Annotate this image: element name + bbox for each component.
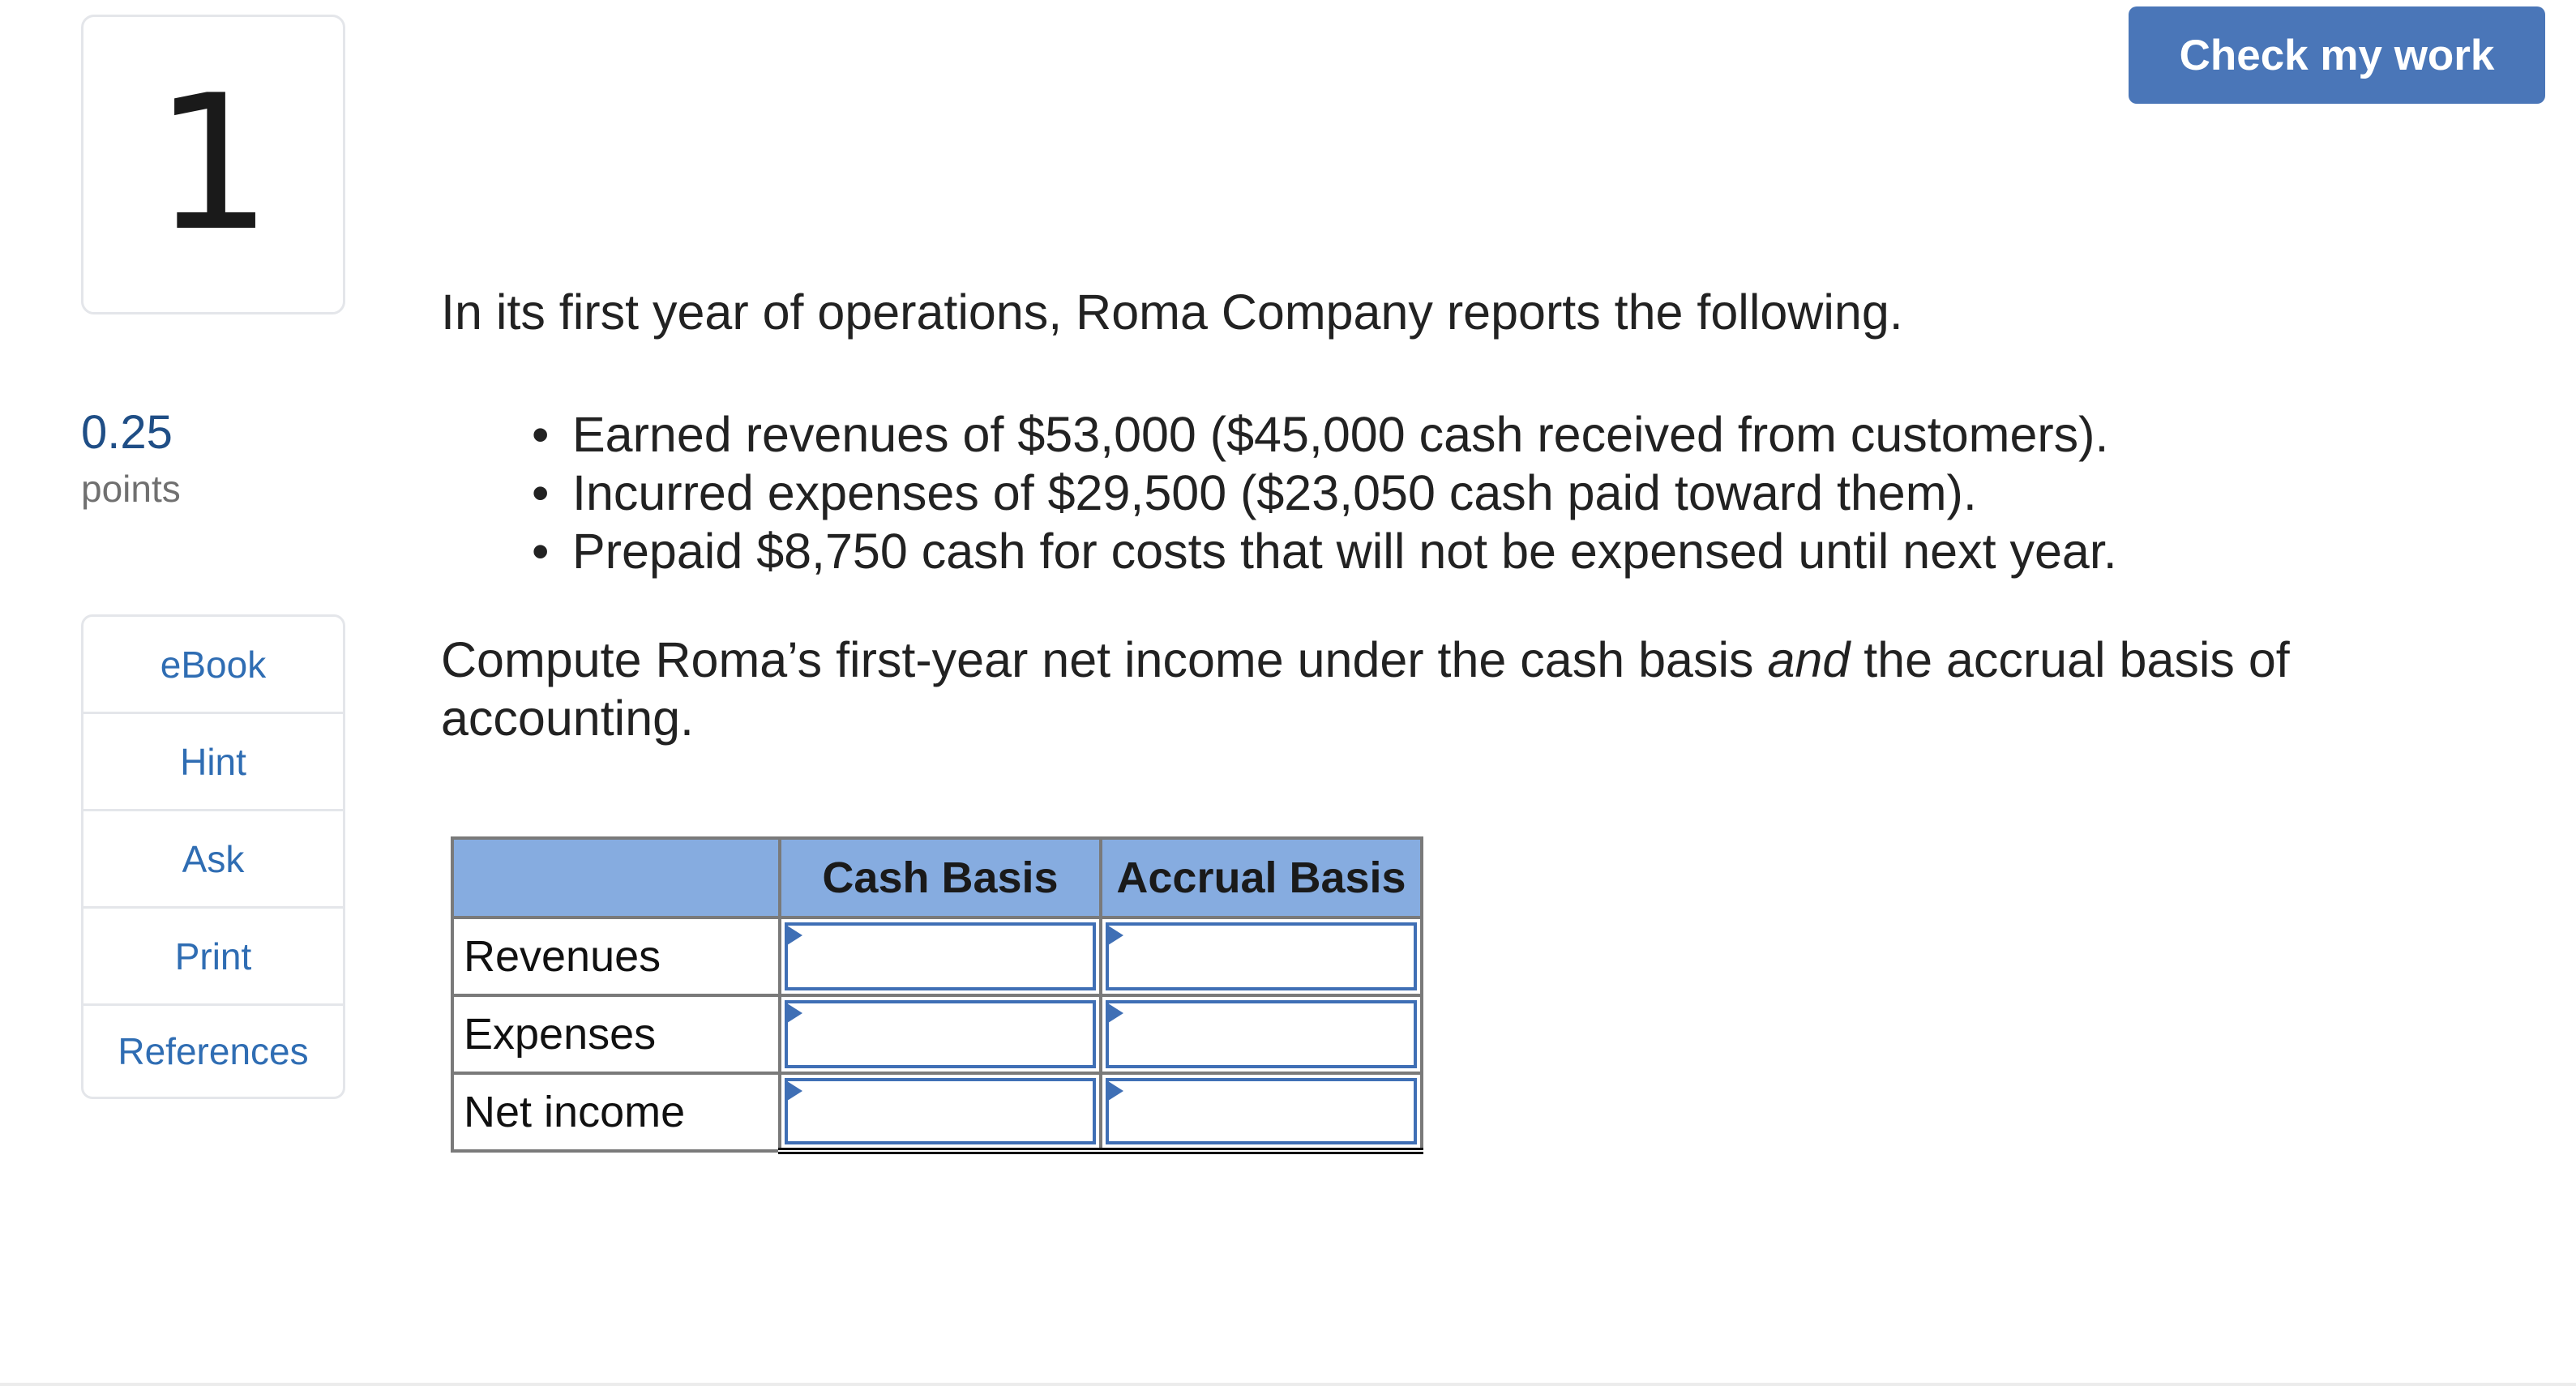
- check-my-work-button[interactable]: Check my work: [2129, 6, 2545, 104]
- input-marker-icon: [1106, 924, 1123, 947]
- question-intro: In its first year of operations, Roma Company reports the following.: [441, 284, 1903, 340]
- prompt-emphasis: and: [1767, 632, 1851, 687]
- revenues-cash-input[interactable]: [785, 922, 1096, 990]
- bullet-icon: •: [532, 465, 550, 520]
- points-label: points: [81, 468, 181, 510]
- bullet-icon: •: [532, 407, 550, 462]
- row-label-expenses: Expenses: [452, 995, 780, 1073]
- list-item: [532, 405, 2117, 464]
- expenses-accrual-cell: [1101, 995, 1422, 1073]
- sidebar-item-print[interactable]: Print: [83, 909, 343, 1006]
- row-label-net-income: Net income: [452, 1073, 780, 1151]
- expenses-cash-input[interactable]: [785, 1000, 1096, 1068]
- question-prompt: [441, 631, 2403, 747]
- sidebar-item-ask[interactable]: Ask: [83, 811, 343, 909]
- points-value: 0.25: [81, 406, 173, 459]
- bullet-icon: •: [532, 524, 550, 579]
- net-income-cash-cell: [780, 1073, 1101, 1151]
- row-label-revenues: Revenues: [452, 918, 780, 995]
- fact-text: Incurred expenses of $29,500 ($23,050 cash paid toward them).: [572, 465, 1977, 520]
- input-marker-icon: [785, 924, 802, 947]
- table-row: [452, 1073, 1422, 1151]
- question-number: 1: [153, 56, 273, 272]
- answer-table: [451, 836, 1423, 1154]
- given-facts-list: [532, 405, 2117, 580]
- bottom-divider: [0, 1383, 2576, 1386]
- header-cash-basis: Cash Basis: [780, 838, 1101, 918]
- sidebar-item-hint[interactable]: Hint: [83, 714, 343, 811]
- sidebar-tools: [81, 614, 345, 1099]
- expenses-cash-cell: [780, 995, 1101, 1073]
- input-marker-icon: [1106, 1080, 1123, 1102]
- header-accrual-basis: Accrual Basis: [1101, 838, 1422, 918]
- sidebar-item-references[interactable]: References: [118, 1030, 309, 1072]
- list-item: [532, 464, 2117, 522]
- list-item: [532, 522, 2117, 580]
- expenses-accrual-input[interactable]: [1106, 1000, 1417, 1068]
- input-marker-icon: [785, 1002, 802, 1025]
- revenues-accrual-input[interactable]: [1106, 922, 1417, 990]
- fact-text: Prepaid $8,750 cash for costs that will not be expensed until next year.: [572, 524, 2117, 579]
- sidebar-item-ebook[interactable]: eBook: [83, 617, 343, 714]
- question-number-card: [81, 15, 345, 314]
- revenues-cash-cell: [780, 918, 1101, 995]
- table-row: [452, 995, 1422, 1073]
- input-marker-icon: [785, 1080, 802, 1102]
- prompt-text: the accrual basis of accounting.: [441, 632, 2290, 746]
- net-income-accrual-cell: [1101, 1073, 1422, 1151]
- fact-text: Earned revenues of $53,000 ($45,000 cash received from customers).: [572, 407, 2109, 462]
- table-row: [452, 918, 1422, 995]
- prompt-text: Compute Roma’s first-year net income under the cash basis: [441, 632, 1768, 687]
- net-income-accrual-input[interactable]: [1106, 1078, 1417, 1144]
- input-marker-icon: [1106, 1002, 1123, 1025]
- revenues-accrual-cell: [1101, 918, 1422, 995]
- table-header-row: [452, 838, 1422, 918]
- header-cell-blank: [452, 838, 780, 918]
- net-income-cash-input[interactable]: [785, 1078, 1096, 1144]
